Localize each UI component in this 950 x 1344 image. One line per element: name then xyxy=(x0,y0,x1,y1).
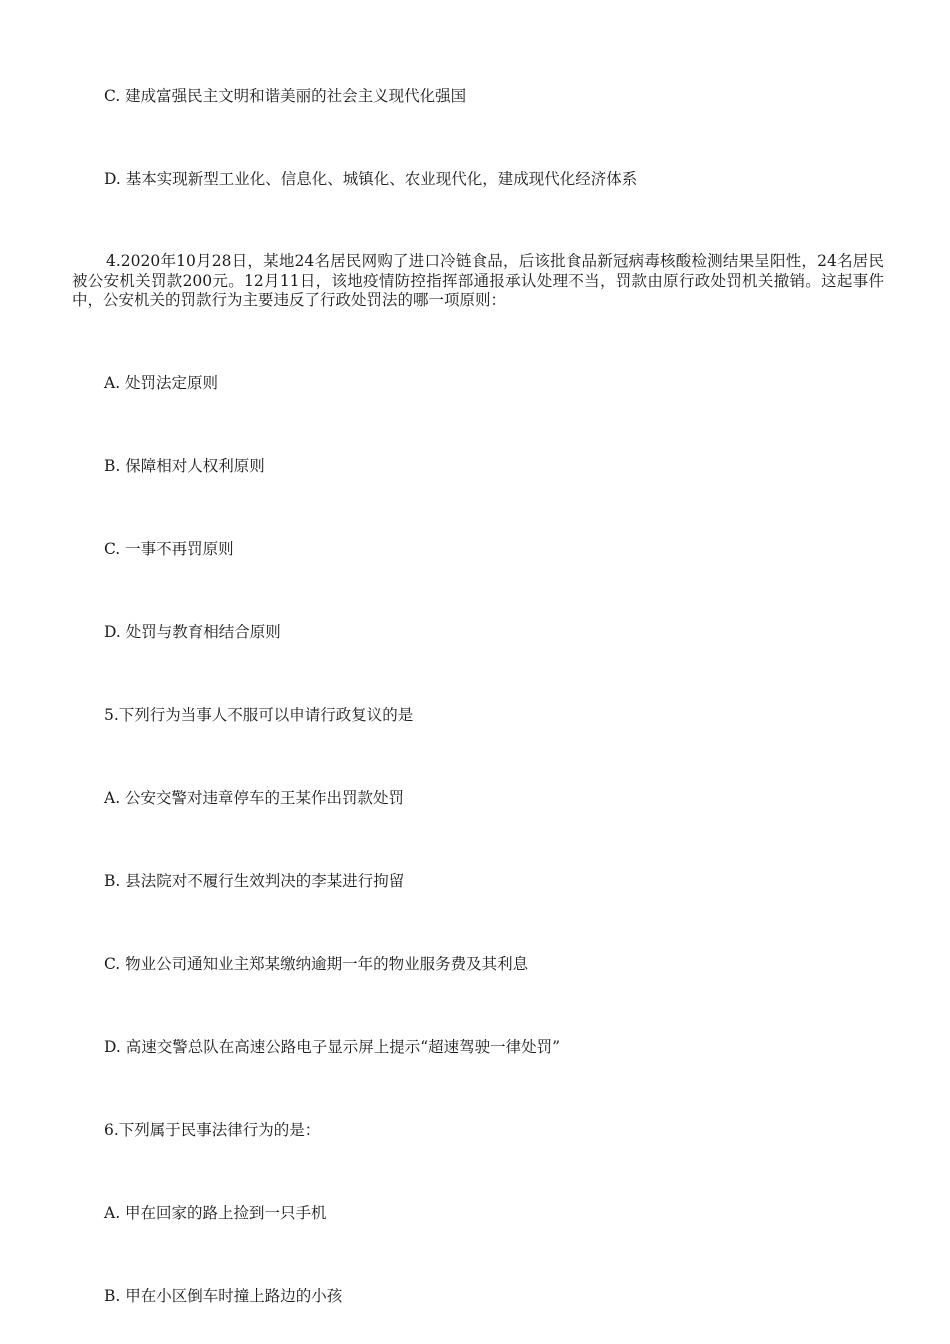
q5-option-b: B. 县法院对不履行生效判决的李某进行拘留 xyxy=(104,872,405,890)
q4-option-b: B. 保障相对人权利原则 xyxy=(104,457,265,475)
q3-option-c: C. 建成富强民主文明和谐美丽的社会主义现代化强国 xyxy=(104,87,467,105)
q5-stem: 5.下列行为当事人不服可以申请行政复议的是 xyxy=(104,706,414,724)
q5-option-c: C. 物业公司通知业主郑某缴纳逾期一年的物业服务费及其利息 xyxy=(104,955,529,973)
q4-option-c: C. 一事不再罚原则 xyxy=(104,540,234,558)
q6-option-a: A. 甲在回家的路上捡到一只手机 xyxy=(104,1204,327,1222)
q5-option-d: D. 高速交警总队在高速公路电子显示屏上提示“超速驾驶一律处罚” xyxy=(104,1038,561,1056)
q4-option-d: D. 处罚与教育相结合原则 xyxy=(104,623,281,641)
q3-option-d: D. 基本实现新型工业化、信息化、城镇化、农业现代化，建成现代化经济体系 xyxy=(104,170,638,188)
q4-stem: 4.2020年10月28日，某地24名居民网购了进口冷链食品，后该批食品新冠病毒核酸检测结果呈阳性，24名居民被公安机关罚款200元。12月11日，该地疫情防控指挥部通报承认处理不当，罚款由原行政处罚机关撤销。这起事件中，公安机关的罚款行为主要违反了行政处罚法的哪一项原则： xyxy=(72,252,884,309)
q5-option-a: A. 公安交警对违章停车的王某作出罚款处罚 xyxy=(104,789,405,807)
q6-stem: 6.下列属于民事法律行为的是： xyxy=(104,1121,321,1139)
q4-option-a: A. 处罚法定原则 xyxy=(104,374,219,392)
q6-option-b: B. 甲在小区倒车时撞上路边的小孩 xyxy=(104,1287,343,1305)
